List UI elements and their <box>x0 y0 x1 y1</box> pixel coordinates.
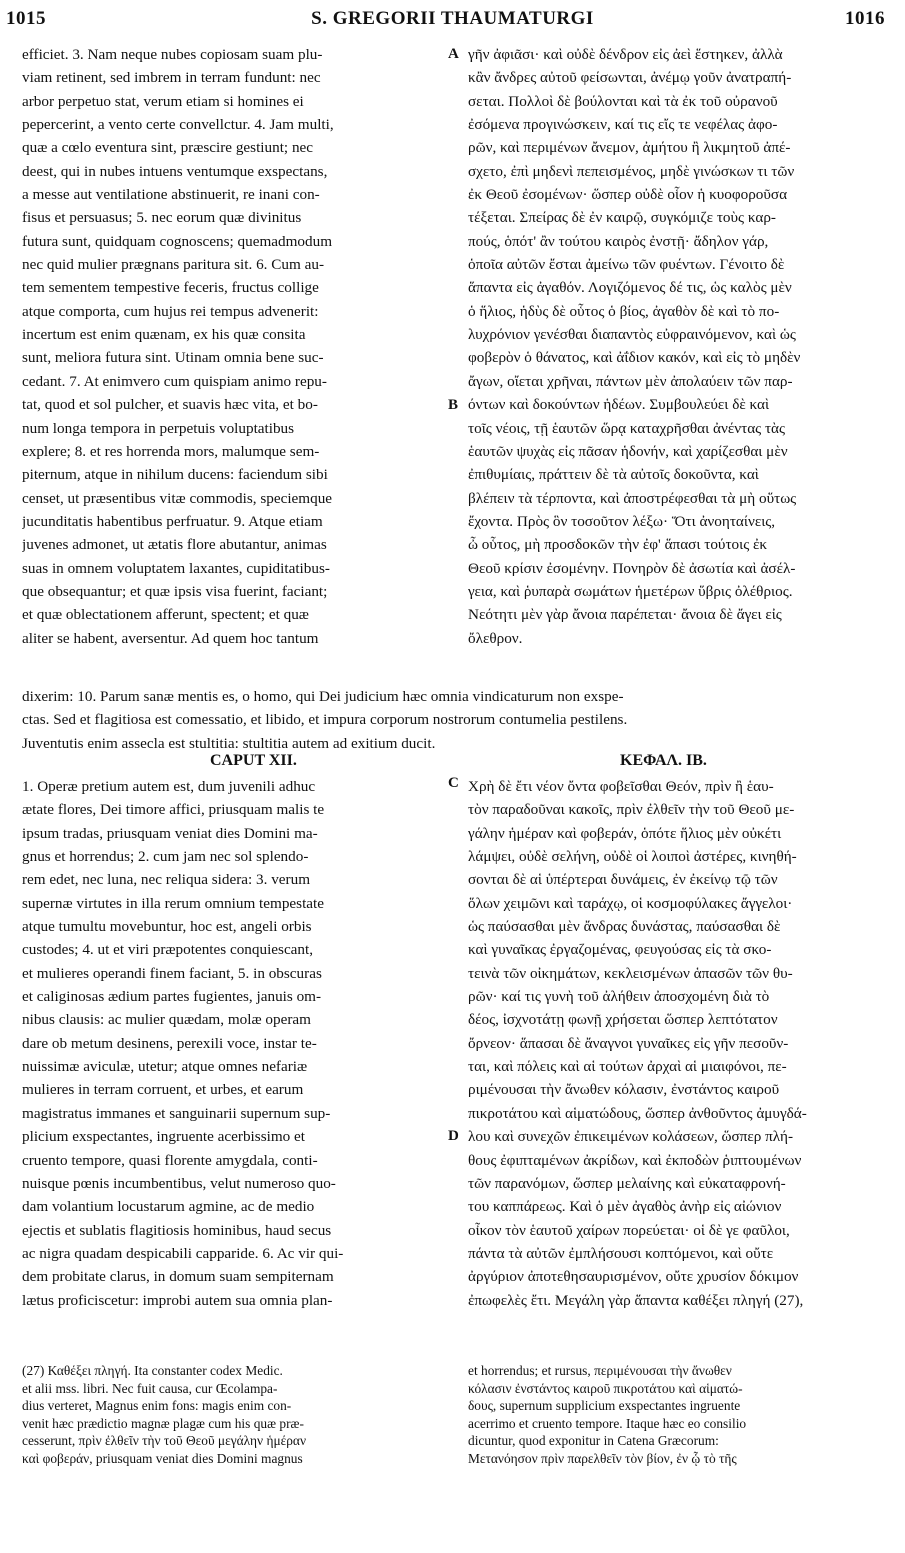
text-line: piternum, atque in nihilum ducens: faciendum sibi <box>22 466 328 484</box>
text-line: viam retinent, sed imbrem in terram fundunt: nec <box>22 69 321 87</box>
text-line: κόλασιν ἐνστάντος καιροῦ πικροτάτου καὶ αἱματώ- <box>468 1380 743 1396</box>
text-line: magistratus immanes et sanguinarii supernum sup- <box>22 1104 331 1122</box>
text-line: τὸν παραδοῦναι κακοῖς, πρὶν ἐλθεῖν τὴν τοῦ Θεοῦ με- <box>468 801 795 819</box>
text-line: ὄλεθρον. <box>468 629 523 647</box>
text-line: et alii mss. libri. Nec fuit causa, cur Œcolampa- <box>22 1380 278 1396</box>
text-line: γάλην ἡμέραν καὶ φοβεράν, ὁπότε ἥλιος μὲν οὐκέτι <box>468 824 782 842</box>
section-marker-a: A <box>448 46 459 62</box>
text-line: censet, ut præsentibus vitæ commodis, speciemque <box>22 489 333 507</box>
chapter-heading-latin: CAPUT XII. <box>210 752 297 769</box>
text-line: 1. Operæ pretium autem est, dum juvenili adhuc <box>22 778 316 795</box>
text-line: τοῖς νέοις, τῇ ἑαυτῶν ὥρᾳ καταχρῆσθαι ἀνέντας τὰς <box>468 419 786 437</box>
text-line: cruento tempore, quasi florente amygdala, conti- <box>22 1151 318 1169</box>
text-line: του καππάρεως. Καὶ ὁ μὲν ἀγαθὸς ἀνὴρ εἰς αἰώνιον <box>468 1198 782 1216</box>
text-line: num longa tempora in perpetuis voluptatibus <box>22 419 295 437</box>
text-line: Juventutis enim assecla est stultitia: stultitia autem ad exitium ducit. <box>22 734 436 752</box>
section-marker-d: D <box>448 1128 459 1144</box>
text-line: πούς, ὁπότ' ἂν τούτου καιρὸς ἐνστῇ· ἄδηλον γάρ, <box>468 232 769 250</box>
text-line: ὁποῖα αὐτῶν ἔσται ἀμείνω τῶν φυέντων. Γένοιτο δὲ <box>468 256 785 274</box>
text-line: καὶ γυναῖκας ἐργαζομένας, φευγούσας εἰς τὰ σκο- <box>468 941 772 959</box>
text-line: ἄγων, οἴεται χρῆναι, πάντων μὲν ἀπολαύειν τῶν παρ- <box>468 372 793 390</box>
text-line: ται, καὶ πόλεις καὶ αἱ τούτων ἀρχαὶ αἱ μιαιφόνοι, πε- <box>468 1058 787 1076</box>
running-title: S. GREGORII THAUMATURGI <box>311 8 594 29</box>
text-line: βλέπειν τὰ τέρποντα, καὶ ἀποστρέφεσθαι τὰ μὴ οὕτως <box>468 489 797 507</box>
section-marker-c: C <box>448 775 459 791</box>
text-line: dicuntur, quod exponitur in Catena Græcorum: <box>468 1433 719 1449</box>
text-line: futura sunt, quidquam cognoscens; quemadmodum <box>22 232 333 250</box>
text-line: ejectis et sublatis flagitiosis hominibus, haud secus <box>22 1221 332 1239</box>
text-line: ἀργύριον ἀποτεθησαυρισμένον, οὔτε χρυσίον δόκιμον <box>468 1268 799 1286</box>
text-line: efficiet. 3. Nam neque nubes copiosam suam plu- <box>22 46 323 63</box>
text-line: ætate flores, Dei timore affici, priusquam malis te <box>22 801 325 819</box>
text-line: cesserunt, πρὶν ἐλθεῖν τὴν τοῦ Θεοῦ μεγάλην ἡμέραν <box>22 1433 307 1449</box>
text-line: et mulieres operandi finem faciant, 5. in obscuras <box>22 964 322 982</box>
text-line: ὦ οὗτος, μὴ προσδοκῶν τὴν ἐφ' ἅπασι τούτοις ἐκ <box>468 536 768 554</box>
text-line: dius verteret, Magnus enim fons: magis enim con- <box>22 1398 292 1414</box>
text-line: γεια, καὶ ῥυπαρὰ σωμάτων ἡμετέρων ὕβρις ὀλέθριος. <box>468 582 793 600</box>
text-line: θους ἐφιπταμένων ἀκρίδων, καὶ ἐκποδὼν ῥιπτουμένων <box>468 1151 802 1169</box>
text-line: nuisque pœnis incumbentibus, velut numeroso quo- <box>22 1174 336 1192</box>
text-line: dem probitate clarus, in domum suam sempiternam <box>22 1268 334 1286</box>
text-line: arbor perpetuo stat, verum etiam si homines ei <box>22 92 304 110</box>
text-line: tem sementem tempestive feceris, fructus collige <box>22 279 319 297</box>
text-line: nibus clausis: ac mulier quædam, molæ operam <box>22 1011 311 1029</box>
text-line: σχετο, ἐπὶ μηδενὶ πεπεισμένος, μηδὲ γινώσκων τι τῶν <box>468 162 795 180</box>
text-line: ὁ ἥλιος, ἡδὺς δὲ οὗτος ὁ βίος, ἀγαθὸν δὲ καὶ τὸ πο- <box>468 302 780 320</box>
text-line: gnus et horrendus; 2. cum jam nec sol splendo- <box>22 848 309 866</box>
text-line: ἅπαντα εἰς ἀγαθόν. Λογιζόμενος δέ τις, ὡς καλὸς μὲν <box>468 279 792 297</box>
text-line: τεινὰ τῶν οἰκημάτων, κεκλεισμένων ἁπασῶν τῶν θυ- <box>468 964 793 982</box>
text-line: ctas. Sed et flagitiosa est comessatio, et libido, et impura corporum nostrorum contumelia pestilens. <box>22 711 628 729</box>
greek-column-top <box>468 43 888 650</box>
text-line: ὅλων χειμῶνι καὶ ταράχῳ, οἱ κοσμοφύλακες ἄγγελοι· <box>468 894 793 912</box>
text-line: deest, qui in nubes intuens ventumque exspectans, <box>22 162 328 180</box>
page-number-right: 1016 <box>845 8 885 29</box>
text-line: λάμψει, οὐδὲ σελήνη, οὐδὲ οἱ λοιποὶ ἀστέρες, κινηθή- <box>468 848 797 866</box>
text-line: atque comporta, cum hujus rei tempus advenerit: <box>22 302 319 320</box>
text-line: cedant. 7. At enimvero cum quispiam animo repu- <box>22 372 327 390</box>
text-line: ἐπωφελὲς ἔτι. Μεγάλη γὰρ ἅπαντα καθέξει πληγή (27), <box>468 1291 804 1309</box>
text-line: τέξεται. Σπείρας δὲ ἐν καιρῷ, συγκόμιζε τοὺς καρ- <box>468 209 776 227</box>
text-line: ὡς παύσασθαι μὲν ἄνδρας δυνάστας, παύσασθαι δὲ <box>468 918 781 936</box>
text-line: supernæ virtutes in illa rerum omnium tempestate <box>22 894 324 912</box>
text-line: ἐσόμενα προγινώσκειν, καί τις εἴς τε νεφέλας ἀφο- <box>468 116 778 134</box>
text-line: ρῶν· καί τις γυνὴ τοῦ ἀλήθειν ἀποσχομένη διὰ τὸ <box>468 988 770 1006</box>
text-line: quæ a cœlo eventura sint, præscire gestiunt; nec <box>22 139 314 157</box>
text-line: tat, quod et sol pulcher, et suavis hæc vita, et bo- <box>22 396 318 414</box>
text-line: incertum est enim quænam, ex his quæ consita <box>22 326 306 344</box>
text-line: λυχρόνιον γενέσθαι διαπαντὸς εὐφραινόμενον, καὶ ὡς <box>468 326 796 344</box>
text-line: σεται. Πολλοὶ δὲ βούλονται καὶ τὰ ἐκ τοῦ οὐρανοῦ <box>468 92 778 110</box>
text-line: Θεοῦ κρίσιν ἐσομένην. Πονηρὸν δὲ ἀσωτία καὶ ἀσέλ- <box>468 559 796 577</box>
text-line: dixerim: 10. Parum sanæ mentis es, o homo, qui Dei judicium hæc omnia vindicaturum non exspe- <box>22 688 624 705</box>
text-line: lætus proficiscetur: improbi autem sua omnia plan- <box>22 1291 333 1309</box>
text-line: fisus et persuasus; 5. nec eorum quæ divinitus <box>22 209 302 227</box>
text-line: explere; 8. et res horrenda mors, malumque sem- <box>22 442 320 460</box>
text-line: que obsequantur; et quæ ipsis visa fuerint, faciant; <box>22 582 328 600</box>
text-line: et quæ oblectationem afferunt, spectent; et quæ <box>22 606 309 624</box>
text-line: λου καὶ συνεχῶν ἐπικειμένων κολάσεων, ὥσπερ πλή- <box>468 1128 794 1146</box>
text-line: jucunditatis habentibus perfruatur. 9. Atque etiam <box>22 512 323 530</box>
text-line: πάντα τὰ αὐτῶν ἐμπλήσουσι κοπτόμενοι, καὶ οὔτε <box>468 1244 774 1262</box>
text-line: Νεότητι μὲν γὰρ ἄνοια παρέπεται· ἄνοια δὲ ἄγει εἰς <box>468 606 782 624</box>
text-line: ipsum tradas, priusquam veniat dies Domini ma- <box>22 824 318 842</box>
text-line: juvenes admonet, ut ætatis flore abutantur, animas <box>22 536 327 554</box>
text-line: φοβερὸν ὁ θάνατος, καὶ ἀΐδιον κακόν, καὶ εἰς τὸ μηδὲν <box>468 349 801 367</box>
text-line: σονται δὲ αἱ ὑπέρτεραι δυνάμεις, ἐν ἐκείνῳ τῷ τῶν <box>468 871 778 889</box>
text-line: κἂν ἄνδρες αὐτοῦ φείσωνται, ἀνέμῳ γοῦν ἀνατραπή- <box>468 69 792 87</box>
text-line: γῆν ἀφιᾶσι· καὶ οὐδὲ δένδρον εἰς ἀεὶ ἕστηκεν, ἀλλὰ <box>468 46 783 63</box>
text-line: a messe aut ventilatione abstinuerit, re inani con- <box>22 186 320 204</box>
section-marker-b: B <box>448 397 459 413</box>
latin-column-top <box>22 43 442 650</box>
text-line: nec quid mulier prægnans paritura sit. 6. Cum au- <box>22 256 324 274</box>
text-line: sunt, meliora futura sint. Utinam omnia bene suc- <box>22 349 324 367</box>
text-line: ἑαυτῶν ψυχὰς εἰς πᾶσαν ἡδονήν, καὶ χαρίζεσθαι μὲν <box>468 442 788 460</box>
text-line: suas in omnem voluptatem laxantes, cupiditatibus- <box>22 559 330 577</box>
text-line: pepercerint, a vento certe convellctur. 4. Jam multi, <box>22 116 334 134</box>
footnote-left <box>22 1362 442 1468</box>
text-line: Μετανόησον πρὶν παρελθεῖν τὸν βίον, ἐν ᾧ τὸ τῆς <box>468 1450 737 1466</box>
text-line: ἐπιθυμίαις, πράττειν δὲ τὰ αὐτοῖς δοκοῦντα, καὶ <box>468 466 759 484</box>
text-line: acerrimo et cruento tempore. Itaque hæc eo consilio <box>468 1415 747 1431</box>
footnote-right <box>468 1362 888 1468</box>
text-line: Χρὴ δὲ ἔτι νέον ὄντα φοβεῖσθαι Θεόν, πρὶν ἢ ἑαυ- <box>468 778 774 795</box>
text-line: πικροτάτου καὶ αἱματώδους, ὥσπερ ἀνθοῦντος ἀμυγδά- <box>468 1104 807 1122</box>
text-line: mulieres in terram corruent, et urbes, et earum <box>22 1081 304 1099</box>
text-line: οἶκον τὸν ἑαυτοῦ χαίρων πορεύεται· οἱ δὲ γε φαῦλοι, <box>468 1221 790 1239</box>
text-line: atque tumultu movebuntur, hoc est, angeli orbis <box>22 918 312 936</box>
latin-column-bottom <box>22 775 442 1312</box>
page-number-left: 1015 <box>6 8 46 29</box>
text-line: plicium exspectantes, ingruente acerbissimo et <box>22 1128 305 1146</box>
text-line: ρῶν, καὶ περιμένων ἄνεμον, ἀμήτου ἢ λικμητοῦ ἀπέ- <box>468 139 791 157</box>
text-line: ὄρνεον· ἅπασαι δὲ ἄναγνοι γυναῖκες εἰς γῆν πεσοῦν- <box>468 1034 789 1052</box>
latin-full-width-text <box>22 685 888 755</box>
text-line: ἐκ Θεοῦ ἐσομένων· ὥσπερ οὐδὲ οἷον ἡ κυοφοροῦσα <box>468 186 788 204</box>
text-line: nuissimæ aviculæ, utetur; atque omnes nefariæ <box>22 1058 308 1076</box>
greek-column-bottom <box>468 775 888 1312</box>
text-line: (27) Καθέξει πληγή. Ita constanter codex Medic. <box>22 1363 283 1378</box>
text-line: δους, supernum supplicium exspectantes ingruente <box>468 1398 741 1414</box>
text-line: τῶν παρανόμων, ὥσπερ μελαίνης καὶ εὐκαταφρονή- <box>468 1174 786 1192</box>
chapter-heading-greek: ΚΕΦΑΛ. ΙΒ. <box>620 752 707 769</box>
text-line: ac nigra quadam despicabili capparide. 6. Ac vir qui- <box>22 1244 344 1262</box>
text-line: όντων καὶ δοκούντων ἡδέων. Συμβουλεύει δὲ καὶ <box>468 396 770 414</box>
text-line: ἔχοντα. Πρὸς ὃν τοσοῦτον λέξω· Ὅτι ἀνοηταίνεις, <box>468 512 776 530</box>
text-line: et horrendus; et rursus, περιμένουσαι τὴν ἄνωθεν <box>468 1363 732 1378</box>
text-line: dam volantium locustarum agmine, ac de medio <box>22 1198 315 1216</box>
text-line: δέος, ἰσχνοτάτῃ φωνῇ χρήσεται ὥσπερ λεπτότατον <box>468 1011 778 1029</box>
text-line: καὶ φοβεράν, priusquam veniat dies Domini magnus <box>22 1450 303 1466</box>
text-line: venit hæc prædictio magnæ plagæ cum his quæ præ- <box>22 1415 304 1431</box>
text-line: custodes; 4. ut et viri præpotentes conquiescant, <box>22 941 314 959</box>
text-line: aliter se habent, aversentur. Ad quem hoc tantum <box>22 629 319 647</box>
text-line: dare ob metum desinens, perexili voce, instar te- <box>22 1034 317 1052</box>
text-line: rem edet, nec luna, nec reliqua sidera: 3. verum <box>22 871 311 889</box>
text-line: et caliginosas ædium partes fugientes, januis om- <box>22 988 322 1006</box>
text-line: ριμένουσαι τὴν ἄνωθεν κόλασιν, ἐνστάντος καιροῦ <box>468 1081 780 1099</box>
